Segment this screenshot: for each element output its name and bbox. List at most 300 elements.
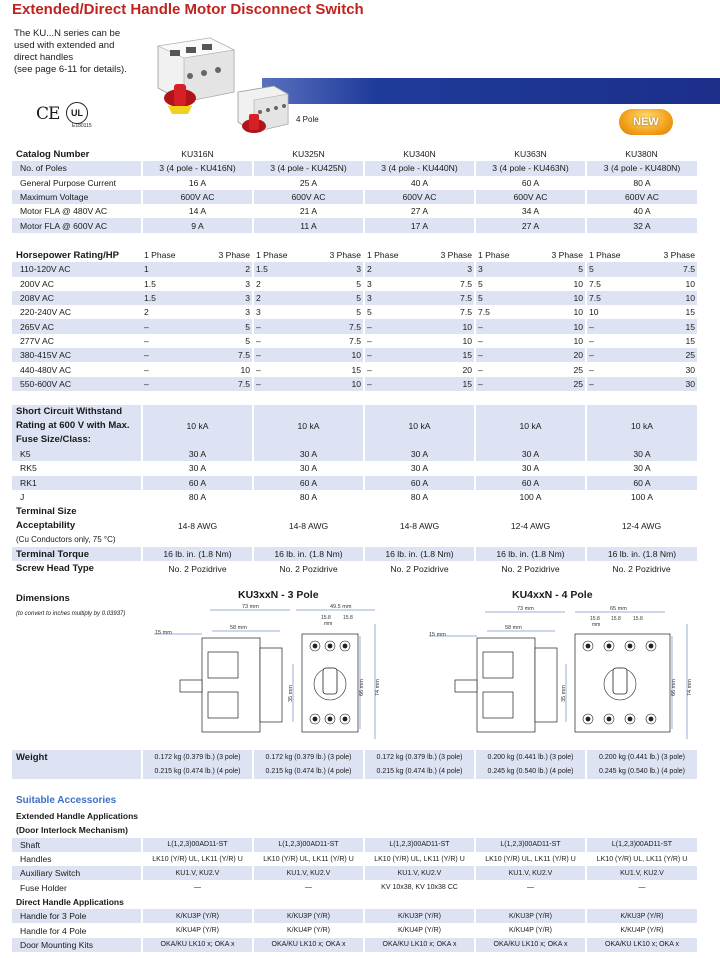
cell-value: – xyxy=(586,319,642,333)
screw-value: No. 2 Pozidrive xyxy=(279,563,338,574)
cell-value: 3 xyxy=(245,278,250,289)
weight-value: 0.172 kg (0.379 lb.) (3 pole) xyxy=(253,750,364,764)
cell-value: OKA/KU LK10 x; OKA x xyxy=(253,938,364,952)
short-circuit-table xyxy=(12,405,697,576)
cell-value: 27 A xyxy=(364,204,475,218)
intro-line: The KU...N series can be xyxy=(14,28,121,39)
row-label: General Purpose Current xyxy=(20,177,117,188)
row-label: Handle for 4 Pole xyxy=(20,925,87,936)
table-row xyxy=(12,547,697,561)
weight-value: 0.245 kg (0.540 lb.) (4 pole) xyxy=(475,764,586,778)
sc-rating: 10 kA xyxy=(475,405,586,447)
cell-value: 10 xyxy=(586,305,642,319)
row-label: 380-415V AC xyxy=(12,348,142,362)
cell-value: 30 A xyxy=(253,447,364,461)
table-row xyxy=(12,764,697,778)
screw-value: No. 2 Pozidrive xyxy=(501,563,560,574)
cell-value: 100 A xyxy=(586,490,697,504)
weight-value: 0.245 kg (0.540 lb.) (4 pole) xyxy=(586,764,697,778)
row-label: 200V AC xyxy=(20,278,54,289)
cell-value: 3 xyxy=(253,305,309,319)
phase-label: 3 Phase xyxy=(218,250,250,261)
row-label: Motor FLA @ 480V AC xyxy=(20,206,108,217)
cell-value: 5 xyxy=(364,305,420,319)
cell-value: 3 (4 pole - KU480N) xyxy=(586,161,697,175)
awg-value: 14-8 AWG xyxy=(399,520,440,531)
dim-label: 58 mm xyxy=(230,625,247,631)
row-label: RK1 xyxy=(12,476,142,490)
cell-value: 1.5 xyxy=(142,291,198,305)
table-row xyxy=(12,518,697,532)
cell-value: 30 A xyxy=(475,447,586,461)
cell-value: OKA/KU LK10 x; OKA x xyxy=(586,938,697,952)
sc-rating: 10 kA xyxy=(253,405,364,447)
weight-value: 0.215 kg (0.474 lb.) (4 pole) xyxy=(142,764,253,778)
table-row xyxy=(12,476,697,490)
cell-value: 600V AC xyxy=(586,190,697,204)
hp-header: Horsepower Rating/HP xyxy=(16,249,119,261)
cell-value: 30 A xyxy=(364,447,475,461)
dim-label: 15.8 xyxy=(321,615,331,621)
dim-label: 15 mm xyxy=(155,630,172,636)
table-row xyxy=(12,447,697,461)
cell-value: LK10 (Y/R) UL, LK11 (Y/R) U xyxy=(364,852,475,866)
cell-value: K/KU4P (Y/R) xyxy=(364,923,475,937)
screw-value: No. 2 Pozidrive xyxy=(168,563,227,574)
cell-value: 2 xyxy=(198,262,254,276)
cell-value: – xyxy=(364,362,420,376)
cell-value: 7.5 xyxy=(460,278,472,289)
cell-value: 15 xyxy=(420,348,476,362)
cu-note: (Cu Conductors only, 75 °C) xyxy=(16,535,116,545)
cell-value: K/KU4P (Y/R) xyxy=(142,923,253,937)
cell-value: — xyxy=(586,880,697,894)
intro-line: used with extended and xyxy=(14,40,115,51)
cell-value: L(1,2,3)00AD11-ST xyxy=(475,838,586,852)
torque-label: Terminal Torque xyxy=(12,547,142,561)
cell-value: 30 A xyxy=(364,461,475,475)
cell-value: 10 xyxy=(309,348,365,362)
cell-value: 20 xyxy=(531,348,587,362)
cell-value: 10 xyxy=(642,291,698,305)
torque-value: 16 lb. in. (1.8 Nm) xyxy=(475,547,586,561)
cell-value: 3 (4 pole - KU440N) xyxy=(364,161,475,175)
row-label: Fuse Holder xyxy=(20,882,67,893)
cell-value: — xyxy=(475,880,586,894)
sc-header-line: Rating at 600 V with Max. xyxy=(16,420,130,431)
cell-value: 25 xyxy=(531,377,587,391)
cell-value: K/KU3P (Y/R) xyxy=(475,909,586,923)
table-row xyxy=(12,348,697,362)
cell-value: K/KU3P (Y/R) xyxy=(142,909,253,923)
cell-value: 3 xyxy=(420,262,476,276)
cell-value: 30 xyxy=(685,364,695,375)
cell-value: 5 xyxy=(475,291,531,305)
cell-value: 80 A xyxy=(364,490,475,504)
cell-value: 5 xyxy=(356,278,361,289)
cell-value: 7.5 xyxy=(642,262,698,276)
model-number: KU316N xyxy=(181,149,214,160)
cell-value: 80 A xyxy=(142,490,253,504)
intro-text xyxy=(14,28,144,76)
table-row xyxy=(12,277,697,291)
accessories-title: Suitable Accessories xyxy=(16,795,117,806)
cell-value: 10 xyxy=(573,335,583,346)
cell-value: 80 A xyxy=(253,490,364,504)
cell-value: – xyxy=(586,334,642,348)
weight-value: 0.172 kg (0.379 lb.) (3 pole) xyxy=(142,750,253,764)
torque-value: 16 lb. in. (1.8 Nm) xyxy=(364,547,475,561)
table-row xyxy=(12,895,697,909)
cell-value: 5 xyxy=(356,307,361,318)
cell-value: KU1.V, KU2.V xyxy=(253,866,364,880)
dim-label: 15 mm xyxy=(429,632,446,638)
cell-value: 25 xyxy=(573,364,583,375)
cell-value: 3 (4 pole - KU416N) xyxy=(142,161,253,175)
cell-value: 5 xyxy=(531,262,587,276)
phase-label: 1 Phase xyxy=(586,248,642,262)
table-row xyxy=(12,405,697,447)
row-label: 208V AC xyxy=(12,291,142,305)
cell-value: 15 xyxy=(685,307,695,318)
sc-header-line: Short Circuit Withstand xyxy=(16,406,122,417)
row-label: Handle for 3 Pole xyxy=(12,909,142,923)
table-row xyxy=(12,923,697,937)
cell-value: 34 A xyxy=(475,204,586,218)
dim-label: 49.5 mm xyxy=(330,604,352,610)
cell-value: K/KU4P (Y/R) xyxy=(586,923,697,937)
table-row xyxy=(12,262,697,276)
dim-label: mm xyxy=(324,621,333,627)
cell-value: 27 A xyxy=(475,218,586,232)
cell-value: 30 A xyxy=(142,461,253,475)
cell-value: 3 xyxy=(364,277,420,291)
cell-value: LK10 (Y/R) UL, LK11 (Y/R) U xyxy=(586,852,697,866)
cell-value: 10 xyxy=(309,377,365,391)
cell-value: K/KU3P (Y/R) xyxy=(253,909,364,923)
table-row xyxy=(12,909,697,923)
weight-value: 0.200 kg (0.441 lb.) (3 pole) xyxy=(475,750,586,764)
cell-value: 7.5 xyxy=(198,377,254,391)
switch-3pole-image xyxy=(150,36,242,120)
cell-value: 3 (4 pole - KU463N) xyxy=(475,161,586,175)
cell-value: 80 A xyxy=(586,176,697,190)
cell-value: – xyxy=(364,334,420,348)
dim-label: 58 mm xyxy=(505,625,522,631)
drawing-3pole xyxy=(150,604,390,744)
direct-header: Direct Handle Applications xyxy=(16,896,124,907)
dim-label: 15.8 xyxy=(633,616,643,622)
cell-value: 5 xyxy=(198,319,254,333)
cell-value: 3 xyxy=(245,307,250,318)
table-row xyxy=(12,176,697,190)
cell-value: 7.5 xyxy=(349,335,361,346)
cell-value: – xyxy=(253,362,309,376)
awg-value: 14-8 AWG xyxy=(288,520,329,531)
cell-value: 7.5 xyxy=(198,348,254,362)
cell-value: 15 xyxy=(685,335,695,346)
cell-value: LK10 (Y/R) UL, LK11 (Y/R) U xyxy=(253,852,364,866)
cell-value: 1.5 xyxy=(253,262,309,276)
table-row xyxy=(12,504,697,518)
table-row xyxy=(12,461,697,475)
cell-value: 10 xyxy=(573,278,583,289)
table-row xyxy=(12,809,697,823)
table-row xyxy=(12,852,697,866)
table-row xyxy=(12,533,697,547)
cell-value: 3 xyxy=(309,262,365,276)
row-label: Maximum Voltage xyxy=(12,190,142,204)
cell-value: 10 xyxy=(573,307,583,318)
cell-value: – xyxy=(586,377,642,391)
ext-header: (Door Interlock Mechanism) xyxy=(16,825,128,836)
cell-value: L(1,2,3)00AD11-ST xyxy=(142,838,253,852)
cell-value: — xyxy=(142,880,253,894)
weight-label: Weight xyxy=(12,750,142,764)
cell-value: – xyxy=(475,319,531,333)
dim-label: 35 mm xyxy=(288,685,294,702)
cell-value: 9 A xyxy=(142,218,253,232)
blue-banner xyxy=(262,78,720,104)
cell-value: – xyxy=(253,334,309,348)
switch-4pole-image xyxy=(234,84,292,138)
ul-file-number: E180115 xyxy=(72,123,92,129)
table-row xyxy=(12,377,697,391)
row-label: RK5 xyxy=(20,463,37,474)
cell-value: OKA/KU LK10 x; OKA x xyxy=(142,938,253,952)
screw-label: Screw Head Type xyxy=(16,563,94,575)
cell-value: 3 xyxy=(198,291,254,305)
dim-label: mm xyxy=(592,622,601,628)
ce-mark: CE xyxy=(36,104,60,124)
row-label: J xyxy=(20,492,25,503)
model-number: KU363N xyxy=(514,149,547,160)
sc-rating: 10 kA xyxy=(364,405,475,447)
cell-value: 3 (4 pole - KU425N) xyxy=(253,161,364,175)
cell-value: 25 xyxy=(642,348,698,362)
cell-value: LK10 (Y/R) UL, LK11 (Y/R) U xyxy=(475,852,586,866)
cell-value: 100 A xyxy=(475,490,586,504)
table-row xyxy=(12,866,697,880)
model-number: KU340N xyxy=(403,149,436,160)
cell-value: L(1,2,3)00AD11-ST xyxy=(364,838,475,852)
cell-value: 30 xyxy=(642,377,698,391)
weight-table xyxy=(12,750,697,779)
cell-value: KU1.V, KU2.V xyxy=(142,866,253,880)
ext-header: Extended Handle Applications xyxy=(16,811,139,822)
awg-value: 14-8 AWG xyxy=(177,520,218,531)
row-label: K5 xyxy=(12,447,142,461)
page-title: Extended/Direct Handle Motor Disconnect Switch xyxy=(12,1,364,18)
phase-label: 1 Phase xyxy=(475,248,531,262)
row-label: Door Mounting Kits xyxy=(12,938,142,952)
new-badge: NEW xyxy=(619,109,673,135)
sc-header xyxy=(12,405,142,447)
cell-value: 30 A xyxy=(142,447,253,461)
cell-value: 2 xyxy=(253,277,309,291)
cell-value: 60 A xyxy=(364,476,475,490)
cell-value: 20 xyxy=(462,364,472,375)
cell-value: 16 A xyxy=(142,176,253,190)
screw-value: No. 2 Pozidrive xyxy=(612,563,671,574)
cell-value: 30 A xyxy=(475,461,586,475)
cell-value: 600V AC xyxy=(475,190,586,204)
cell-value: L(1,2,3)00AD11-ST xyxy=(586,838,697,852)
spec-table xyxy=(12,147,697,233)
horsepower-table xyxy=(12,248,697,391)
cell-value: 7.5 xyxy=(309,319,365,333)
cell-value: – xyxy=(142,319,198,333)
cell-value: 14 A xyxy=(142,204,253,218)
cell-value: 2 xyxy=(364,262,420,276)
dim-label: 73 mm xyxy=(242,604,259,610)
table-row xyxy=(12,362,697,376)
dimensions-subtitle: (to convert to inches multiply by 0.03937) xyxy=(16,611,126,617)
weight-value: 0.215 kg (0.474 lb.) (4 pole) xyxy=(364,764,475,778)
cell-value: 21 A xyxy=(253,204,364,218)
table-row xyxy=(12,490,697,504)
cell-value: 32 A xyxy=(586,218,697,232)
cell-value: 7.5 xyxy=(460,307,472,318)
table-row xyxy=(12,938,697,952)
cell-value: – xyxy=(475,377,531,391)
dim-label: 15.8 xyxy=(590,616,600,622)
cell-value: KU1.V, KU2.V xyxy=(586,866,697,880)
table-row xyxy=(12,750,697,764)
sc-rating: 10 kA xyxy=(142,405,253,447)
phase-label: 3 Phase xyxy=(551,250,583,261)
table-row xyxy=(12,204,697,218)
cell-value: 7.5 xyxy=(475,305,531,319)
product-label: 4 Pole xyxy=(296,115,319,124)
ul-mark: UL xyxy=(66,102,88,124)
accessories-table xyxy=(12,809,697,952)
table-row xyxy=(12,838,697,852)
phase-label: 1 Phase xyxy=(253,248,309,262)
cell-value: 30 A xyxy=(586,447,697,461)
torque-value: 16 lb. in. (1.8 Nm) xyxy=(142,547,253,561)
dim-label: 74 mm xyxy=(375,679,381,696)
model-number: KU380N xyxy=(625,149,658,160)
cell-value: 11 A xyxy=(253,218,364,232)
cell-value: 7.5 xyxy=(586,277,642,291)
cell-value: 60 A xyxy=(586,476,697,490)
cell-value: 10 xyxy=(240,364,250,375)
phase-label: 3 Phase xyxy=(329,250,361,261)
row-label: 550-600V AC xyxy=(12,377,142,391)
cell-value: KU1.V, KU2.V xyxy=(475,866,586,880)
cell-value: 10 xyxy=(685,278,695,289)
cell-value: K/KU3P (Y/R) xyxy=(586,909,697,923)
cell-value: 25 A xyxy=(253,176,364,190)
row-label: 277V AC xyxy=(20,335,54,346)
dim-label: 15.8 xyxy=(611,616,621,622)
weight-value: 0.172 kg (0.379 lb.) (3 pole) xyxy=(364,750,475,764)
cell-value: 60 A xyxy=(475,176,586,190)
dim-3pole-title: KU3xxN - 3 Pole xyxy=(238,589,319,601)
row-label: Motor FLA @ 600V AC xyxy=(12,218,142,232)
table-row xyxy=(12,147,697,161)
cell-value: 5 xyxy=(475,277,531,291)
cell-value: – xyxy=(475,362,531,376)
cell-value: – xyxy=(586,348,642,362)
row-label: 265V AC xyxy=(12,319,142,333)
cell-value: 17 A xyxy=(364,218,475,232)
cell-value: 2 xyxy=(253,291,309,305)
cell-value: 15 xyxy=(642,319,698,333)
spec-header: Catalog Number xyxy=(16,148,90,160)
cell-value: 600V AC xyxy=(364,190,475,204)
row-label: Shaft xyxy=(12,838,142,852)
row-label: Auxiliary Switch xyxy=(12,866,142,880)
table-row xyxy=(12,334,697,348)
cell-value: K/KU3P (Y/R) xyxy=(364,909,475,923)
cell-value: 60 A xyxy=(253,476,364,490)
cell-value: 30 A xyxy=(586,461,697,475)
terminal-size-label: Terminal Size xyxy=(16,505,77,517)
row-label: 220-240V AC xyxy=(20,307,72,318)
cell-value: – xyxy=(475,348,531,362)
cell-value: OKA/KU LK10 x; OKA x xyxy=(364,938,475,952)
cell-value: 1.5 xyxy=(144,278,156,289)
row-label: Handles xyxy=(20,854,52,865)
terminal-size-label: Acceptability xyxy=(16,520,76,532)
cell-value: 15 xyxy=(351,364,361,375)
dim-label: 66 mm xyxy=(359,679,365,696)
screw-value: No. 2 Pozidrive xyxy=(390,563,449,574)
dim-4pole-title: KU4xxN - 4 Pole xyxy=(512,589,593,601)
dim-label: 74 mm xyxy=(687,679,693,696)
cell-value: 10 xyxy=(420,319,476,333)
table-row xyxy=(12,880,697,894)
cell-value: LK10 (Y/R) UL, LK11 (Y/R) U xyxy=(142,852,253,866)
cell-value: 5 xyxy=(245,335,250,346)
cell-value: – xyxy=(475,334,531,348)
cell-value: 600V AC xyxy=(253,190,364,204)
table-row xyxy=(12,291,697,305)
cell-value: KU1.V, KU2.V xyxy=(364,866,475,880)
dim-label: 65 mm xyxy=(610,606,627,612)
dim-label: 73 mm xyxy=(517,606,534,612)
cell-value: KV 10x38, KV 10x38 CC xyxy=(364,880,475,894)
model-number: KU325N xyxy=(292,149,325,160)
cell-value: K/KU4P (Y/R) xyxy=(475,923,586,937)
intro-line: (see page 6-11 for details). xyxy=(14,64,127,75)
cell-value: 1 xyxy=(142,262,198,276)
awg-value: 12-4 AWG xyxy=(621,520,662,531)
row-label: 440-480V AC xyxy=(20,364,72,375)
table-row xyxy=(12,305,697,319)
phase-label: 1 Phase xyxy=(364,248,420,262)
cell-value: — xyxy=(253,880,364,894)
cell-value: 15 xyxy=(420,377,476,391)
cell-value: – xyxy=(364,348,420,362)
awg-value: 12-4 AWG xyxy=(510,520,551,531)
sc-rating: 10 kA xyxy=(586,405,697,447)
cell-value: 30 A xyxy=(253,461,364,475)
cell-value: OKA/KU LK10 x; OKA x xyxy=(475,938,586,952)
cell-value: – xyxy=(364,377,420,391)
cell-value: 60 A xyxy=(475,476,586,490)
cell-value: 40 A xyxy=(364,176,475,190)
weight-value: 0.200 kg (0.441 lb.) (3 pole) xyxy=(586,750,697,764)
cell-value: 3 xyxy=(475,262,531,276)
torque-value: 16 lb. in. (1.8 Nm) xyxy=(586,547,697,561)
cell-value: 5 xyxy=(309,291,365,305)
cell-value: 40 A xyxy=(586,204,697,218)
table-row xyxy=(12,161,697,175)
cell-value: 10 xyxy=(531,319,587,333)
